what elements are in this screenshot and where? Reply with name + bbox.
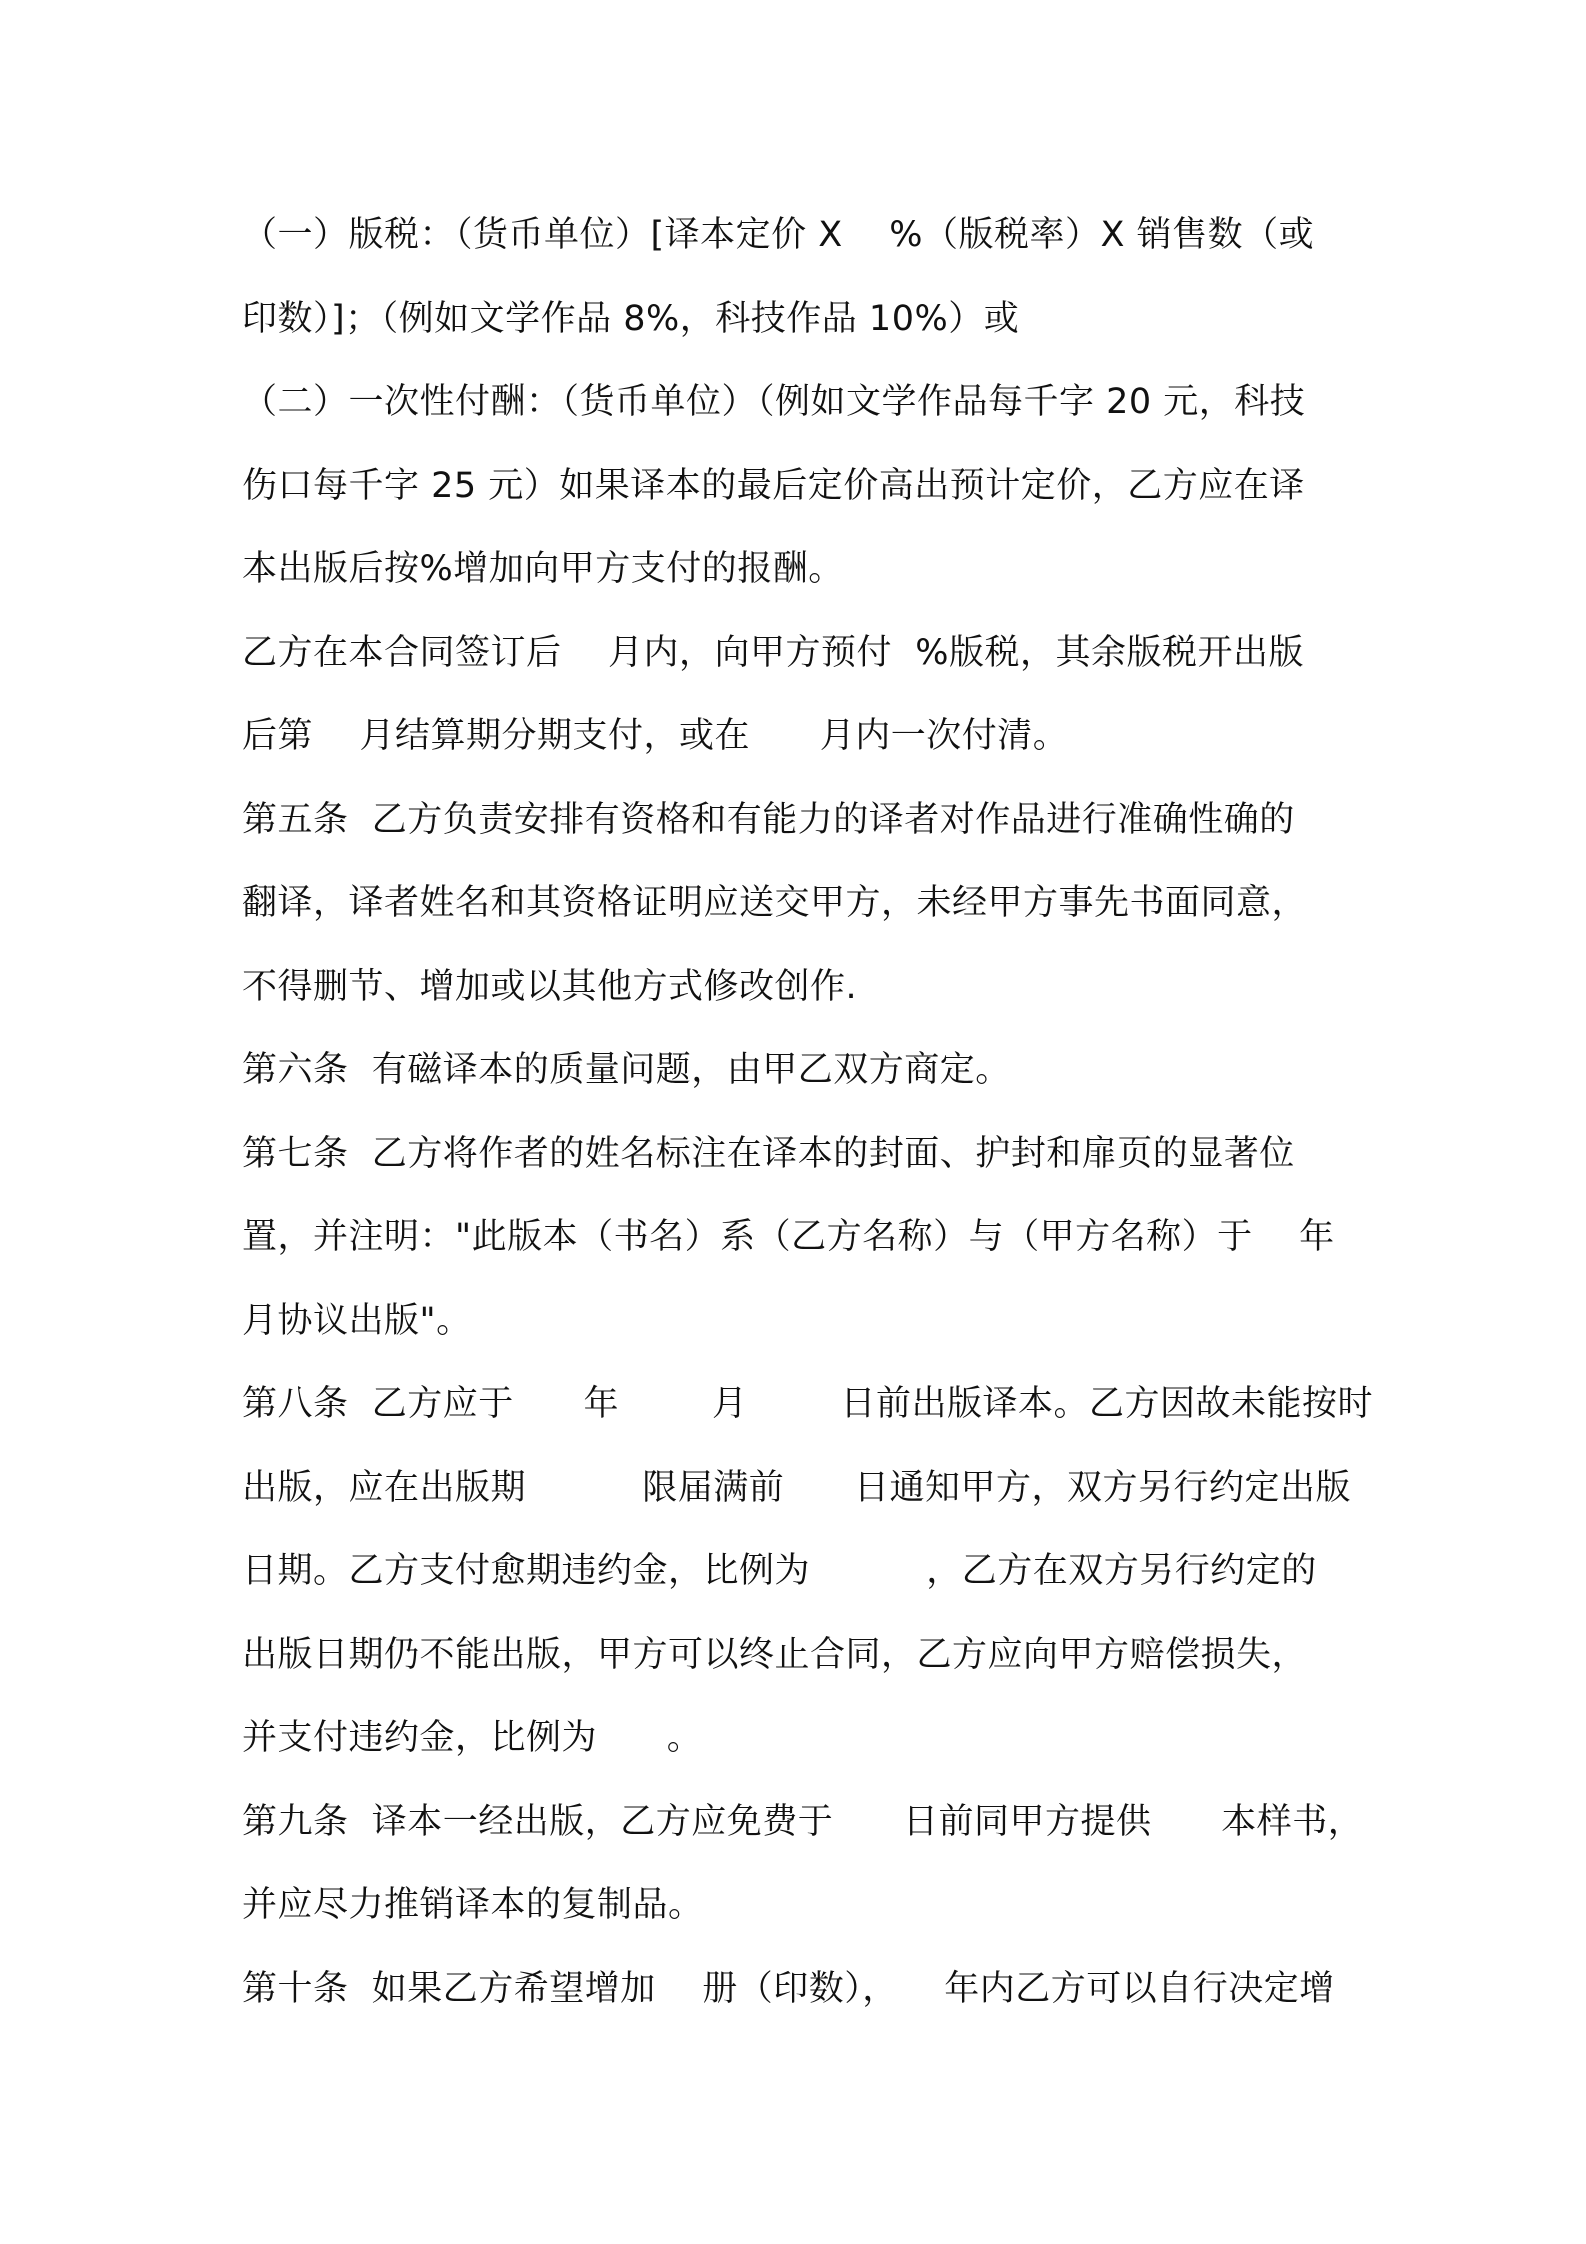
text-line: 日期。乙方支付愈期违约金，比例为 ，乙方在双方另行约定的 — [242, 1551, 1317, 1591]
text-line: 出版日期仍不能出版，甲方可以终止合同，乙方应向甲方赔偿损失， — [242, 1634, 1308, 1675]
text-line: 第八条 乙方应于 年 月 日前出版译本。乙方因故未能按时 — [242, 1384, 1374, 1424]
text-line: 伤口每千字 25 元）如果译本的最后定价高出预计定价，乙方应在译 — [242, 465, 1305, 506]
text-line: 置，并注明："此版本（书名）系（乙方名称）与（甲方名称）于 年 — [242, 1217, 1335, 1257]
text-line: 并支付违约金，比例为 。 — [242, 1718, 703, 1758]
text-line: 第五条 乙方负责安排有资格和有能力的译者对作品进行准确性确的 — [242, 799, 1295, 840]
text-line: 第九条 译本一经出版，乙方应免费于 日前同甲方提供 本样书， — [242, 1801, 1364, 1842]
text-line: 出版，应在出版期 限届满前 日通知甲方，双方另行约定出版 — [242, 1467, 1352, 1508]
text-line: 印数）]；（例如文学作品 8%，科技作品 10%）或 — [242, 298, 1020, 339]
text-line: 并应尽力推销译本的复制品。 — [242, 1885, 704, 1925]
text-line: （一）版税：（货币单位）[译本定价 X %（版税率）X 销售数（或 — [242, 215, 1315, 255]
text-line: 本出版后按%增加向甲方支付的报酬。 — [242, 549, 844, 589]
text-line: 翻译，译者姓名和其资格证明应送交甲方，未经甲方事先书面同意， — [242, 883, 1308, 923]
text-line: 不得删节、增加或以其他方式修改创作. — [242, 966, 858, 1007]
text-line: 第十条 如果乙方希望增加 册（印数）， 年内乙方可以自行决定增 — [242, 1968, 1335, 2009]
text-line: 后第 月结算期分期支付，或在 月内一次付清。 — [242, 716, 1069, 756]
text-line: （二）一次性付酬：（货币单位）（例如文学作品每千字 20 元，科技 — [242, 382, 1306, 422]
text-line: 第六条 有磁译本的质量问题，由甲乙双方商定。 — [242, 1050, 1011, 1090]
text-line: 月协议出版"。 — [242, 1300, 472, 1341]
text-line: 乙方在本合同签订后 月内，向甲方预付 %版税，其余版税开出版 — [242, 632, 1305, 673]
contract-body — [242, 194, 1374, 2031]
text-line: 第七条 乙方将作者的姓名标注在译本的封面、护封和扉页的显著位 — [242, 1133, 1295, 1174]
